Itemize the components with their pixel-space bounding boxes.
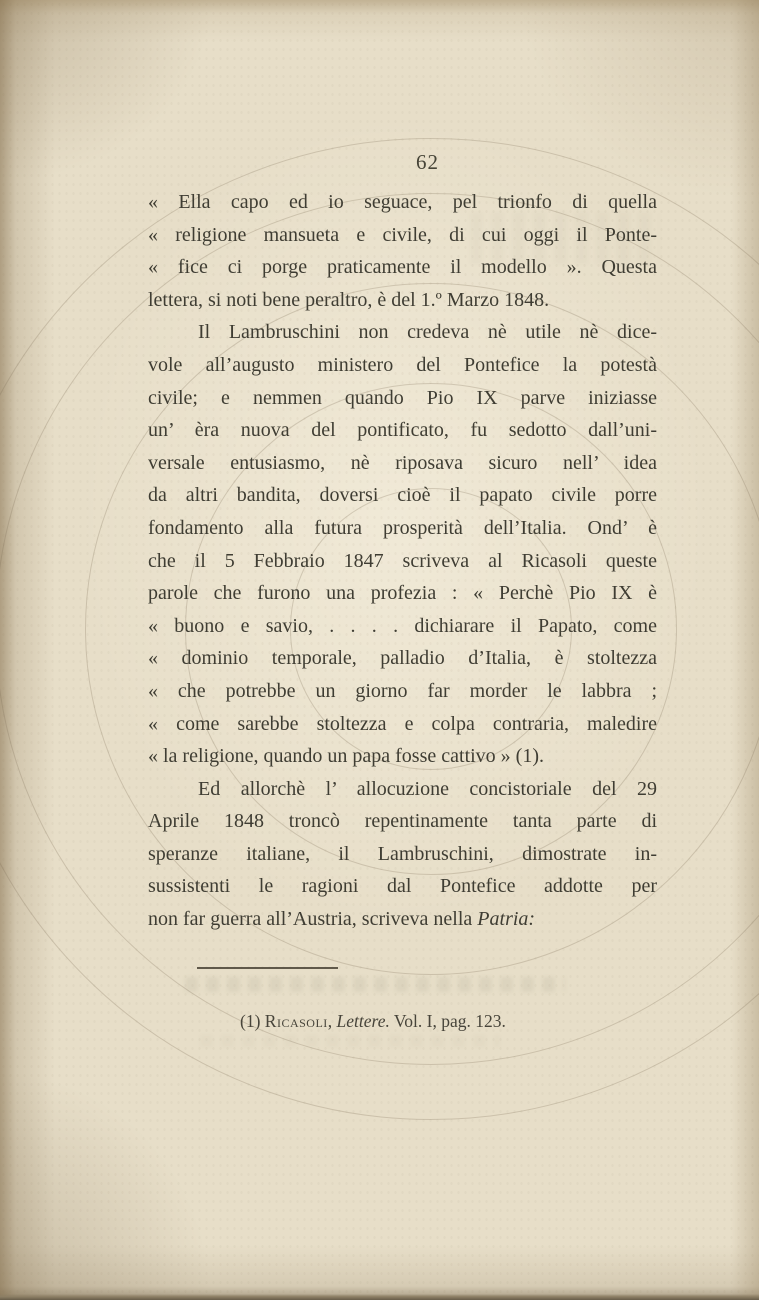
text-line [148, 903, 657, 936]
text-segment: « fice ci porge praticamente il modello ». Questa [148, 256, 657, 279]
text-line [148, 447, 657, 480]
text-line [148, 251, 657, 284]
text-segment: Patria: [477, 908, 536, 931]
text-segment: « religione mansueta e civile, di cui oggi il Ponte- [148, 223, 657, 246]
text-segment: lettera, si noti bene peraltro, è del 1.º Marzo 1848. [148, 288, 550, 311]
text-line [148, 382, 657, 415]
text-segment: versale entusiasmo, nè riposava sicuro nell’ idea [148, 451, 657, 474]
text-line [148, 838, 657, 871]
body-text-block [148, 186, 657, 936]
text-line [148, 284, 657, 317]
text-segment: « come sarebbe stoltezza e colpa contraria, maledire [148, 712, 657, 735]
text-segment: civile; e nemmen quando Pio IX parve iniziasse [148, 386, 657, 409]
text-line [148, 805, 657, 838]
footnote [240, 1011, 660, 1032]
text-segment: parole che furono una profezia : « Perchè Pio IX è [148, 582, 657, 605]
page-bottom-edge [0, 1294, 759, 1300]
text-segment: un’ èra nuova del pontificato, fu sedotto dall’uni- [148, 419, 657, 442]
text-segment: « Ella capo ed io seguace, pel trionfo di quella [148, 191, 657, 213]
text-line [148, 414, 657, 447]
text-line [148, 545, 657, 578]
text-line [148, 316, 657, 349]
text-segment: vole all’augusto ministero del Pontefice la potestà [148, 353, 657, 376]
text-segment: fondamento alla futura prosperità dell’Italia. Ond’ è [148, 516, 657, 539]
text-segment: sussistenti le ragioni dal Pontefice addotte per [148, 875, 657, 898]
text-line [148, 186, 657, 219]
showthrough-smudge [185, 977, 565, 992]
text-line [148, 642, 657, 675]
text-segment: Ed allorchè l’ allocuzione concistoriale del 29 [198, 777, 657, 800]
text-line [148, 773, 657, 806]
text-segment: (1) [240, 1011, 265, 1031]
text-line [148, 870, 657, 903]
text-line [148, 675, 657, 708]
text-line [148, 708, 657, 741]
text-segment: Aprile 1848 troncò repentinamente tanta parte di [148, 810, 657, 833]
text-segment: Vol. I, pag. 123. [389, 1011, 506, 1031]
text-segment: che il 5 Febbraio 1847 scriveva al Ricasoli queste [148, 549, 657, 572]
page-number: 62 [416, 150, 439, 174]
text-line [148, 577, 657, 610]
text-segment: da altri bandita, doversi cioè il papato civile porre [148, 484, 657, 507]
text-line [148, 740, 657, 773]
showthrough-smudge [200, 1035, 500, 1047]
text-segment: speranze italiane, il Lambruschini, dimostrate in- [148, 842, 657, 865]
text-line [148, 219, 657, 252]
text-segment: « dominio temporale, palladio d’Italia, è stoltezza [148, 647, 657, 670]
text-segment: Lettere. [336, 1011, 390, 1031]
footnote-rule [197, 967, 338, 969]
text-segment: , [327, 1011, 337, 1031]
text-segment: « la religione, quando un papa fosse cattivo » (1). [148, 745, 544, 768]
text-segment: « che potrebbe un giorno far morder le labbra ; [148, 679, 657, 702]
text-line [148, 610, 657, 643]
text-segment: non far guerra all’Austria, scriveva nella [148, 908, 478, 931]
text-line [148, 512, 657, 545]
text-line [148, 349, 657, 382]
text-segment: Il Lambruschini non credeva nè utile nè dice- [198, 321, 657, 344]
text-line [148, 479, 657, 512]
text-segment: Ricasoli [264, 1011, 328, 1031]
text-segment: « buono e savio, . . . . dichiarare il Papato, come [148, 614, 657, 637]
